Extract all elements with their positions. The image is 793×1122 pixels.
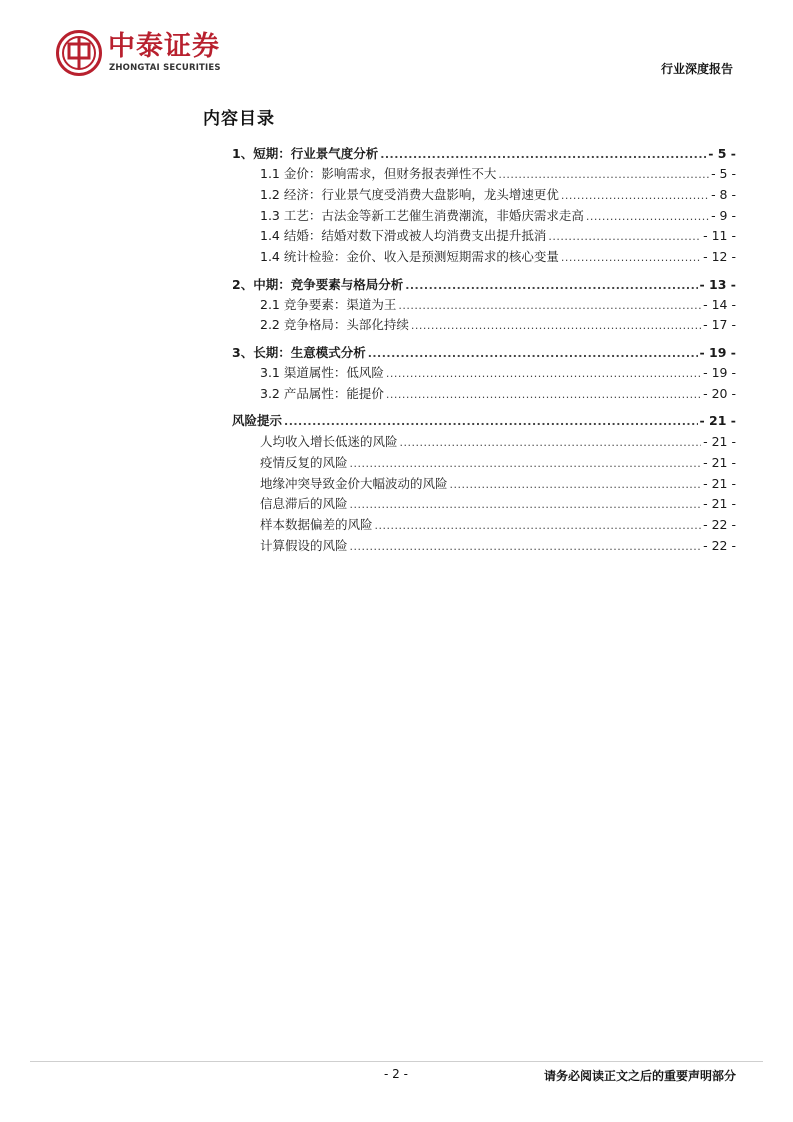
toc-subsection-entry[interactable] bbox=[260, 434, 736, 450]
toc-subsection-entry[interactable] bbox=[260, 208, 736, 224]
toc-entry-text: 1.4 结婚：结婚对数下滑或被人均消费支出提升抵消 bbox=[260, 228, 547, 243]
toc-subsection-entry[interactable] bbox=[260, 386, 736, 402]
toc-entry-text: 样本数据偏差的风险 bbox=[260, 517, 373, 532]
toc-dot-leader bbox=[368, 346, 698, 362]
toc-page-number: - 14 - bbox=[703, 297, 736, 312]
toc-entry-text: 地缘冲突导致金价大幅波动的风险 bbox=[260, 476, 448, 491]
toc-dot-leader bbox=[350, 497, 702, 513]
toc-page-number: - 22 - bbox=[703, 538, 736, 553]
toc-dot-leader bbox=[548, 229, 701, 245]
toc-subsection-entry[interactable] bbox=[260, 496, 736, 512]
toc-page-number: - 5 - bbox=[708, 146, 736, 161]
toc-page-number: - 5 - bbox=[711, 166, 736, 181]
toc-dot-leader bbox=[411, 318, 701, 334]
toc-page-number: - 17 - bbox=[703, 317, 736, 332]
toc-subsection-entry[interactable] bbox=[260, 228, 736, 244]
toc-entry-text: 计算假设的风险 bbox=[260, 538, 348, 553]
footer-divider bbox=[30, 1061, 763, 1062]
toc-entry-text: 1.1 金价：影响需求，但财务报表弹性不大 bbox=[260, 166, 497, 181]
toc-dot-leader bbox=[350, 539, 702, 555]
toc-page-number: - 8 - bbox=[711, 187, 736, 202]
toc-subsection-entry[interactable] bbox=[260, 538, 736, 554]
toc-page-number: - 22 - bbox=[703, 517, 736, 532]
toc-dot-leader bbox=[284, 414, 698, 430]
toc-page-number: - 20 - bbox=[703, 386, 736, 401]
toc-dot-leader bbox=[386, 366, 701, 382]
toc-dot-leader bbox=[350, 456, 702, 472]
toc-page-number: - 9 - bbox=[711, 208, 736, 223]
toc-entry-text: 1、短期：行业景气度分析 bbox=[232, 146, 379, 161]
toc-dot-leader bbox=[400, 435, 702, 451]
toc-dot-leader bbox=[386, 387, 701, 403]
toc-dot-leader bbox=[450, 477, 702, 493]
toc-entry-text: 人均收入增长低迷的风险 bbox=[260, 434, 398, 449]
toc-entry-text: 3.1 渠道属性：低风险 bbox=[260, 365, 384, 380]
toc-subsection-entry[interactable] bbox=[260, 476, 736, 492]
toc-dot-leader bbox=[398, 298, 701, 314]
toc-page-number: - 21 - bbox=[699, 413, 736, 428]
toc-subsection-entry[interactable] bbox=[260, 297, 736, 313]
toc-entry-text: 2.1 竞争要素：渠道为王 bbox=[260, 297, 397, 312]
toc-section-entry[interactable] bbox=[232, 146, 736, 162]
toc-entry-text: 信息滞后的风险 bbox=[260, 496, 348, 511]
toc-dot-leader bbox=[375, 518, 702, 534]
toc-subsection-entry[interactable] bbox=[260, 187, 736, 203]
toc-entry-text: 3、长期：生意模式分析 bbox=[232, 345, 366, 360]
toc-entry-text: 1.3 工艺：古法金等新工艺催生消费潮流，非婚庆需求走高 bbox=[260, 208, 584, 223]
toc-page-number: - 21 - bbox=[703, 496, 736, 511]
toc-page-number: - 21 - bbox=[703, 434, 736, 449]
toc-subsection-entry[interactable] bbox=[260, 517, 736, 533]
toc-title: 内容目录 bbox=[203, 109, 275, 129]
toc-entry-text: 1.2 经济：行业景气度受消费大盘影响，龙头增速更优 bbox=[260, 187, 559, 202]
toc-dot-leader bbox=[586, 209, 709, 225]
toc-subsection-entry[interactable] bbox=[260, 249, 736, 265]
toc-section-entry[interactable] bbox=[232, 277, 736, 293]
toc-page-number: - 13 - bbox=[699, 277, 736, 292]
toc-page-number: - 19 - bbox=[699, 345, 736, 360]
toc-subsection-entry[interactable] bbox=[260, 455, 736, 471]
company-name-en: ZHONGTAI SECURITIES bbox=[109, 63, 221, 73]
toc-dot-leader bbox=[498, 167, 709, 183]
toc-page-number: - 21 - bbox=[703, 476, 736, 491]
company-name-cn: 中泰证券 bbox=[108, 31, 220, 62]
toc-entry-text: 2、中期：竞争要素与格局分析 bbox=[232, 277, 404, 292]
toc-page-number: - 19 - bbox=[703, 365, 736, 380]
toc-dot-leader bbox=[561, 250, 701, 266]
toc-dot-leader bbox=[380, 147, 706, 163]
toc-section-entry[interactable] bbox=[232, 413, 736, 429]
toc-entry-text: 1.4 统计检验：金价、收入是预测短期需求的核心变量 bbox=[260, 249, 559, 264]
toc-subsection-entry[interactable] bbox=[260, 166, 736, 182]
toc-entry-text: 3.2 产品属性：能提价 bbox=[260, 386, 384, 401]
toc-page-number: - 21 - bbox=[703, 455, 736, 470]
toc-entry-text: 疫情反复的风险 bbox=[260, 455, 348, 470]
toc-page-number: - 12 - bbox=[703, 249, 736, 264]
toc-subsection-entry[interactable] bbox=[260, 317, 736, 333]
toc-dot-leader bbox=[561, 188, 709, 204]
toc-entry-text: 2.2 竞争格局：头部化持续 bbox=[260, 317, 409, 332]
toc-dot-leader bbox=[405, 278, 697, 294]
page-number: - 2 - bbox=[384, 1067, 408, 1081]
toc-subsection-entry[interactable] bbox=[260, 365, 736, 381]
toc-entry-text: 风险提示 bbox=[232, 413, 283, 428]
toc-section-entry[interactable] bbox=[232, 345, 736, 361]
toc-page-number: - 11 - bbox=[703, 228, 736, 243]
footer-disclaimer: 请务必阅读正文之后的重要声明部分 bbox=[543, 1069, 736, 1083]
report-type-label: 行业深度报告 bbox=[660, 62, 733, 76]
